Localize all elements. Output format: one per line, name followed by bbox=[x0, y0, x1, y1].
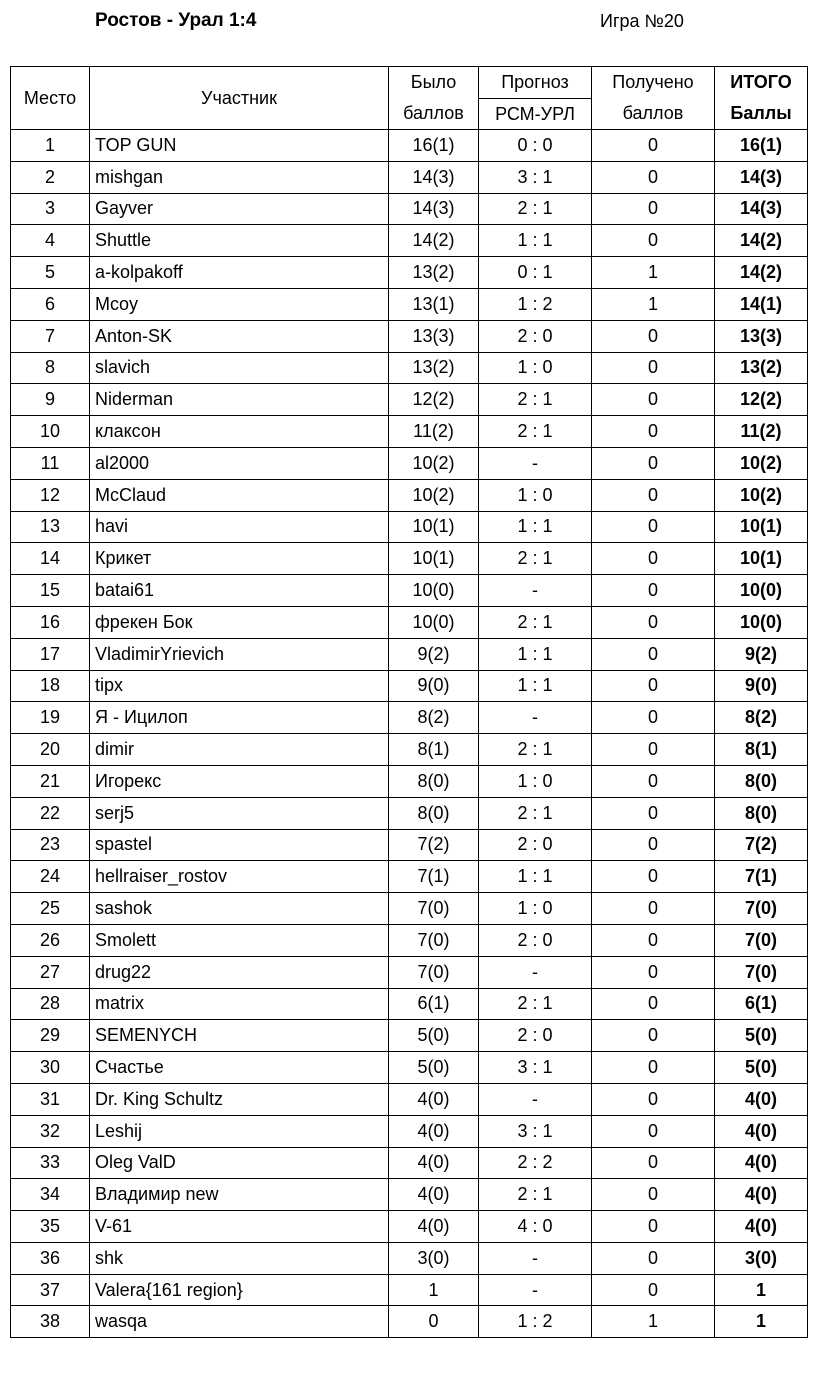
cell-place: 30 bbox=[11, 1052, 90, 1084]
cell-received-points: 0 bbox=[592, 130, 715, 162]
cell-received-points: 0 bbox=[592, 829, 715, 861]
cell-total-points: 10(1) bbox=[715, 511, 808, 543]
cell-received-points: 0 bbox=[592, 606, 715, 638]
cell-place: 13 bbox=[11, 511, 90, 543]
cell-was-points: 4(0) bbox=[389, 1179, 479, 1211]
cell-forecast: 3 : 1 bbox=[479, 1115, 592, 1147]
table-row bbox=[11, 257, 808, 289]
column-header-total-line2: Баллы bbox=[715, 99, 808, 130]
cell-participant: hellraiser_rostov bbox=[90, 861, 389, 893]
cell-place: 7 bbox=[11, 320, 90, 352]
cell-was-points: 16(1) bbox=[389, 130, 479, 162]
cell-total-points: 14(2) bbox=[715, 225, 808, 257]
cell-participant: Владимир new bbox=[90, 1179, 389, 1211]
cell-forecast: 2 : 1 bbox=[479, 606, 592, 638]
cell-participant: Anton-SK bbox=[90, 320, 389, 352]
cell-was-points: 13(2) bbox=[389, 352, 479, 384]
cell-was-points: 10(0) bbox=[389, 575, 479, 607]
cell-total-points: 10(1) bbox=[715, 543, 808, 575]
cell-place: 24 bbox=[11, 861, 90, 893]
cell-place: 34 bbox=[11, 1179, 90, 1211]
cell-total-points: 8(0) bbox=[715, 797, 808, 829]
table-row bbox=[11, 670, 808, 702]
cell-forecast: 2 : 0 bbox=[479, 924, 592, 956]
cell-was-points: 14(2) bbox=[389, 225, 479, 257]
cell-received-points: 0 bbox=[592, 416, 715, 448]
cell-total-points: 11(2) bbox=[715, 416, 808, 448]
table-row bbox=[11, 1020, 808, 1052]
cell-forecast: 4 : 0 bbox=[479, 1211, 592, 1243]
column-header-forecast-sub: РСМ-УРЛ bbox=[479, 99, 592, 130]
table-row bbox=[11, 765, 808, 797]
column-header-received-line2: баллов bbox=[592, 99, 715, 130]
cell-forecast: 1 : 1 bbox=[479, 225, 592, 257]
cell-total-points: 14(1) bbox=[715, 288, 808, 320]
cell-was-points: 7(0) bbox=[389, 893, 479, 925]
cell-total-points: 14(2) bbox=[715, 257, 808, 289]
table-row bbox=[11, 797, 808, 829]
cell-total-points: 10(0) bbox=[715, 575, 808, 607]
cell-place: 19 bbox=[11, 702, 90, 734]
cell-participant: matrix bbox=[90, 988, 389, 1020]
cell-received-points: 0 bbox=[592, 1083, 715, 1115]
cell-participant: slavich bbox=[90, 352, 389, 384]
cell-forecast: - bbox=[479, 1274, 592, 1306]
cell-forecast: 3 : 1 bbox=[479, 161, 592, 193]
cell-total-points: 6(1) bbox=[715, 988, 808, 1020]
cell-participant: V-61 bbox=[90, 1211, 389, 1243]
standings-body bbox=[11, 130, 808, 1338]
cell-total-points: 4(0) bbox=[715, 1147, 808, 1179]
cell-was-points: 7(1) bbox=[389, 861, 479, 893]
table-row bbox=[11, 1115, 808, 1147]
header-row-1 bbox=[11, 67, 808, 99]
cell-place: 20 bbox=[11, 734, 90, 766]
cell-forecast: 2 : 1 bbox=[479, 193, 592, 225]
cell-was-points: 9(0) bbox=[389, 670, 479, 702]
game-number: Игра №20 bbox=[600, 11, 684, 31]
cell-forecast: 1 : 0 bbox=[479, 765, 592, 797]
cell-received-points: 0 bbox=[592, 161, 715, 193]
cell-forecast: 2 : 2 bbox=[479, 1147, 592, 1179]
cell-forecast: 3 : 1 bbox=[479, 1052, 592, 1084]
cell-participant: shk bbox=[90, 1242, 389, 1274]
cell-place: 18 bbox=[11, 670, 90, 702]
cell-forecast: - bbox=[479, 702, 592, 734]
cell-participant: spastel bbox=[90, 829, 389, 861]
cell-forecast: - bbox=[479, 575, 592, 607]
cell-place: 14 bbox=[11, 543, 90, 575]
table-row bbox=[11, 479, 808, 511]
cell-received-points: 0 bbox=[592, 575, 715, 607]
table-row bbox=[11, 988, 808, 1020]
cell-place: 11 bbox=[11, 447, 90, 479]
cell-was-points: 1 bbox=[389, 1274, 479, 1306]
cell-participant: Valera{161 region} bbox=[90, 1274, 389, 1306]
table-row bbox=[11, 161, 808, 193]
cell-received-points: 0 bbox=[592, 734, 715, 766]
cell-was-points: 5(0) bbox=[389, 1020, 479, 1052]
table-row bbox=[11, 924, 808, 956]
cell-place: 8 bbox=[11, 352, 90, 384]
cell-received-points: 0 bbox=[592, 384, 715, 416]
cell-participant: SEMENYCH bbox=[90, 1020, 389, 1052]
cell-participant: batai61 bbox=[90, 575, 389, 607]
cell-forecast: 0 : 0 bbox=[479, 130, 592, 162]
cell-was-points: 4(0) bbox=[389, 1147, 479, 1179]
table-row bbox=[11, 416, 808, 448]
cell-received-points: 0 bbox=[592, 1179, 715, 1211]
cell-place: 31 bbox=[11, 1083, 90, 1115]
cell-participant: al2000 bbox=[90, 447, 389, 479]
cell-total-points: 8(2) bbox=[715, 702, 808, 734]
cell-was-points: 9(2) bbox=[389, 638, 479, 670]
cell-was-points: 8(0) bbox=[389, 797, 479, 829]
cell-received-points: 0 bbox=[592, 1242, 715, 1274]
cell-was-points: 4(0) bbox=[389, 1211, 479, 1243]
table-row bbox=[11, 352, 808, 384]
cell-forecast: 2 : 1 bbox=[479, 384, 592, 416]
cell-total-points: 12(2) bbox=[715, 384, 808, 416]
cell-place: 6 bbox=[11, 288, 90, 320]
cell-received-points: 0 bbox=[592, 702, 715, 734]
cell-was-points: 8(0) bbox=[389, 765, 479, 797]
table-row bbox=[11, 956, 808, 988]
table-row bbox=[11, 511, 808, 543]
cell-place: 1 bbox=[11, 130, 90, 162]
cell-participant: VladimirYrievich bbox=[90, 638, 389, 670]
cell-received-points: 0 bbox=[592, 797, 715, 829]
cell-received-points: 0 bbox=[592, 511, 715, 543]
cell-place: 3 bbox=[11, 193, 90, 225]
table-row bbox=[11, 893, 808, 925]
table-row bbox=[11, 702, 808, 734]
match-title: Ростов - Урал 1:4 bbox=[95, 10, 257, 31]
cell-received-points: 0 bbox=[592, 638, 715, 670]
cell-total-points: 7(0) bbox=[715, 924, 808, 956]
cell-total-points: 10(2) bbox=[715, 479, 808, 511]
cell-total-points: 3(0) bbox=[715, 1242, 808, 1274]
cell-was-points: 10(1) bbox=[389, 511, 479, 543]
cell-total-points: 7(2) bbox=[715, 829, 808, 861]
cell-was-points: 7(2) bbox=[389, 829, 479, 861]
table-row bbox=[11, 1211, 808, 1243]
cell-was-points: 12(2) bbox=[389, 384, 479, 416]
cell-forecast: - bbox=[479, 1083, 592, 1115]
cell-was-points: 13(3) bbox=[389, 320, 479, 352]
cell-total-points: 14(3) bbox=[715, 193, 808, 225]
cell-place: 2 bbox=[11, 161, 90, 193]
cell-received-points: 1 bbox=[592, 288, 715, 320]
cell-forecast: 2 : 0 bbox=[479, 829, 592, 861]
cell-place: 22 bbox=[11, 797, 90, 829]
cell-total-points: 9(2) bbox=[715, 638, 808, 670]
cell-forecast: 2 : 1 bbox=[479, 734, 592, 766]
cell-place: 17 bbox=[11, 638, 90, 670]
cell-received-points: 0 bbox=[592, 1147, 715, 1179]
cell-total-points: 4(0) bbox=[715, 1115, 808, 1147]
cell-was-points: 13(1) bbox=[389, 288, 479, 320]
cell-participant: a-kolpakoff bbox=[90, 257, 389, 289]
table-row bbox=[11, 1242, 808, 1274]
cell-forecast: 2 : 1 bbox=[479, 797, 592, 829]
cell-place: 35 bbox=[11, 1211, 90, 1243]
cell-total-points: 9(0) bbox=[715, 670, 808, 702]
table-row bbox=[11, 130, 808, 162]
column-header-total-line1: ИТОГО bbox=[715, 67, 808, 99]
cell-forecast: 1 : 2 bbox=[479, 1306, 592, 1338]
cell-participant: Крикет bbox=[90, 543, 389, 575]
cell-received-points: 0 bbox=[592, 1020, 715, 1052]
cell-place: 29 bbox=[11, 1020, 90, 1052]
cell-total-points: 13(2) bbox=[715, 352, 808, 384]
cell-forecast: 1 : 0 bbox=[479, 479, 592, 511]
cell-received-points: 0 bbox=[592, 320, 715, 352]
cell-place: 5 bbox=[11, 257, 90, 289]
cell-forecast: 1 : 2 bbox=[479, 288, 592, 320]
table-row bbox=[11, 1179, 808, 1211]
table-row bbox=[11, 1306, 808, 1338]
cell-participant: havi bbox=[90, 511, 389, 543]
cell-total-points: 13(3) bbox=[715, 320, 808, 352]
cell-total-points: 1 bbox=[715, 1306, 808, 1338]
cell-participant: Mcoy bbox=[90, 288, 389, 320]
cell-was-points: 7(0) bbox=[389, 924, 479, 956]
cell-participant: drug22 bbox=[90, 956, 389, 988]
cell-was-points: 10(2) bbox=[389, 447, 479, 479]
cell-was-points: 13(2) bbox=[389, 257, 479, 289]
cell-received-points: 0 bbox=[592, 956, 715, 988]
cell-participant: Я - Ицилоп bbox=[90, 702, 389, 734]
cell-forecast: 2 : 1 bbox=[479, 988, 592, 1020]
table-row bbox=[11, 543, 808, 575]
cell-was-points: 10(0) bbox=[389, 606, 479, 638]
cell-participant: Gayver bbox=[90, 193, 389, 225]
cell-forecast: 2 : 0 bbox=[479, 320, 592, 352]
cell-total-points: 7(0) bbox=[715, 956, 808, 988]
cell-total-points: 14(3) bbox=[715, 161, 808, 193]
table-row bbox=[11, 575, 808, 607]
cell-received-points: 0 bbox=[592, 1052, 715, 1084]
cell-received-points: 0 bbox=[592, 1211, 715, 1243]
cell-total-points: 7(1) bbox=[715, 861, 808, 893]
cell-received-points: 0 bbox=[592, 352, 715, 384]
column-header-participant: Участник bbox=[90, 67, 389, 130]
cell-forecast: 2 : 1 bbox=[479, 543, 592, 575]
cell-was-points: 11(2) bbox=[389, 416, 479, 448]
cell-participant: Smolett bbox=[90, 924, 389, 956]
cell-forecast: 1 : 0 bbox=[479, 893, 592, 925]
cell-total-points: 1 bbox=[715, 1274, 808, 1306]
cell-total-points: 5(0) bbox=[715, 1052, 808, 1084]
cell-participant: wasqa bbox=[90, 1306, 389, 1338]
cell-received-points: 0 bbox=[592, 893, 715, 925]
cell-participant: фрекен Бок bbox=[90, 606, 389, 638]
cell-participant: TOP GUN bbox=[90, 130, 389, 162]
cell-place: 33 bbox=[11, 1147, 90, 1179]
cell-was-points: 8(1) bbox=[389, 734, 479, 766]
cell-received-points: 0 bbox=[592, 861, 715, 893]
cell-place: 25 bbox=[11, 893, 90, 925]
cell-participant: serj5 bbox=[90, 797, 389, 829]
cell-total-points: 4(0) bbox=[715, 1083, 808, 1115]
table-row bbox=[11, 288, 808, 320]
cell-total-points: 16(1) bbox=[715, 130, 808, 162]
cell-place: 21 bbox=[11, 765, 90, 797]
table-row bbox=[11, 1147, 808, 1179]
cell-received-points: 0 bbox=[592, 1274, 715, 1306]
cell-total-points: 10(2) bbox=[715, 447, 808, 479]
cell-was-points: 4(0) bbox=[389, 1083, 479, 1115]
table-row bbox=[11, 320, 808, 352]
cell-forecast: - bbox=[479, 447, 592, 479]
cell-total-points: 5(0) bbox=[715, 1020, 808, 1052]
cell-participant: Dr. King Schultz bbox=[90, 1083, 389, 1115]
cell-received-points: 0 bbox=[592, 1115, 715, 1147]
cell-was-points: 8(2) bbox=[389, 702, 479, 734]
cell-forecast: 1 : 0 bbox=[479, 352, 592, 384]
cell-forecast: - bbox=[479, 1242, 592, 1274]
table-row bbox=[11, 829, 808, 861]
table-row bbox=[11, 734, 808, 766]
cell-participant: Leshij bbox=[90, 1115, 389, 1147]
cell-received-points: 0 bbox=[592, 543, 715, 575]
table-row bbox=[11, 447, 808, 479]
cell-received-points: 0 bbox=[592, 988, 715, 1020]
cell-forecast: 0 : 1 bbox=[479, 257, 592, 289]
cell-participant: клаксон bbox=[90, 416, 389, 448]
cell-place: 38 bbox=[11, 1306, 90, 1338]
cell-was-points: 7(0) bbox=[389, 956, 479, 988]
cell-received-points: 0 bbox=[592, 447, 715, 479]
cell-received-points: 0 bbox=[592, 193, 715, 225]
table-row bbox=[11, 1083, 808, 1115]
cell-received-points: 0 bbox=[592, 225, 715, 257]
cell-place: 26 bbox=[11, 924, 90, 956]
cell-forecast: - bbox=[479, 956, 592, 988]
cell-participant: Счастье bbox=[90, 1052, 389, 1084]
cell-received-points: 1 bbox=[592, 1306, 715, 1338]
table-row bbox=[11, 861, 808, 893]
cell-place: 10 bbox=[11, 416, 90, 448]
cell-was-points: 10(1) bbox=[389, 543, 479, 575]
cell-was-points: 10(2) bbox=[389, 479, 479, 511]
cell-received-points: 0 bbox=[592, 670, 715, 702]
cell-total-points: 8(1) bbox=[715, 734, 808, 766]
cell-place: 32 bbox=[11, 1115, 90, 1147]
cell-total-points: 8(0) bbox=[715, 765, 808, 797]
cell-participant: McClaud bbox=[90, 479, 389, 511]
cell-forecast: 1 : 1 bbox=[479, 638, 592, 670]
table-row bbox=[11, 638, 808, 670]
table-row bbox=[11, 193, 808, 225]
cell-was-points: 0 bbox=[389, 1306, 479, 1338]
cell-forecast: 2 : 1 bbox=[479, 1179, 592, 1211]
cell-place: 23 bbox=[11, 829, 90, 861]
column-header-place: Место bbox=[11, 67, 90, 130]
cell-total-points: 7(0) bbox=[715, 893, 808, 925]
cell-total-points: 4(0) bbox=[715, 1211, 808, 1243]
cell-received-points: 0 bbox=[592, 479, 715, 511]
cell-was-points: 14(3) bbox=[389, 193, 479, 225]
cell-forecast: 2 : 1 bbox=[479, 416, 592, 448]
cell-forecast: 1 : 1 bbox=[479, 511, 592, 543]
cell-place: 27 bbox=[11, 956, 90, 988]
cell-was-points: 5(0) bbox=[389, 1052, 479, 1084]
column-header-was-line2: баллов bbox=[389, 99, 479, 130]
cell-place: 9 bbox=[11, 384, 90, 416]
cell-place: 12 bbox=[11, 479, 90, 511]
cell-received-points: 0 bbox=[592, 765, 715, 797]
cell-participant: tipx bbox=[90, 670, 389, 702]
cell-participant: Niderman bbox=[90, 384, 389, 416]
cell-total-points: 10(0) bbox=[715, 606, 808, 638]
cell-place: 4 bbox=[11, 225, 90, 257]
column-header-was-line1: Было bbox=[389, 67, 479, 99]
column-header-received-line1: Получено bbox=[592, 67, 715, 99]
table-row bbox=[11, 606, 808, 638]
cell-participant: Игорекс bbox=[90, 765, 389, 797]
cell-was-points: 4(0) bbox=[389, 1115, 479, 1147]
column-header-forecast: Прогноз bbox=[479, 67, 592, 99]
cell-forecast: 2 : 0 bbox=[479, 1020, 592, 1052]
cell-received-points: 1 bbox=[592, 257, 715, 289]
cell-participant: mishgan bbox=[90, 161, 389, 193]
cell-forecast: 1 : 1 bbox=[479, 670, 592, 702]
cell-forecast: 1 : 1 bbox=[479, 861, 592, 893]
cell-place: 36 bbox=[11, 1242, 90, 1274]
cell-place: 28 bbox=[11, 988, 90, 1020]
cell-participant: dimir bbox=[90, 734, 389, 766]
cell-participant: sashok bbox=[90, 893, 389, 925]
cell-total-points: 4(0) bbox=[715, 1179, 808, 1211]
cell-was-points: 14(3) bbox=[389, 161, 479, 193]
table-row bbox=[11, 1274, 808, 1306]
cell-was-points: 6(1) bbox=[389, 988, 479, 1020]
table-row bbox=[11, 384, 808, 416]
cell-place: 15 bbox=[11, 575, 90, 607]
cell-was-points: 3(0) bbox=[389, 1242, 479, 1274]
table-row bbox=[11, 1052, 808, 1084]
cell-place: 16 bbox=[11, 606, 90, 638]
standings-table bbox=[10, 66, 808, 1338]
table-row bbox=[11, 225, 808, 257]
cell-place: 37 bbox=[11, 1274, 90, 1306]
cell-received-points: 0 bbox=[592, 924, 715, 956]
cell-participant: Oleg ValD bbox=[90, 1147, 389, 1179]
cell-participant: Shuttle bbox=[90, 225, 389, 257]
